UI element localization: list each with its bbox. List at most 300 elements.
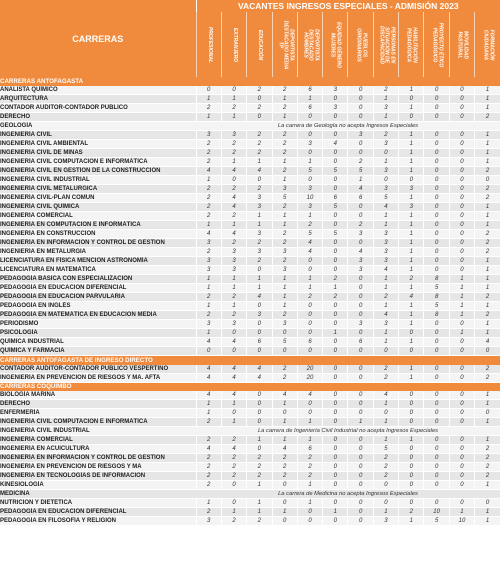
vacancy-cell: 0 bbox=[449, 266, 474, 275]
vacancy-cell: 1 bbox=[373, 275, 398, 284]
vacancy-cell: 0 bbox=[323, 391, 348, 400]
vacancy-cell: 0 bbox=[373, 409, 398, 418]
vacancy-cell: 6 bbox=[297, 104, 322, 113]
vacancy-cell: 2 bbox=[272, 203, 297, 212]
vacancy-cell: 5 bbox=[297, 230, 322, 239]
vacancy-cell: 1 bbox=[399, 436, 424, 445]
vacancy-cell: 2 bbox=[196, 158, 221, 167]
vacancy-cell: 0 bbox=[449, 409, 474, 418]
column-header-label: PERSONAS EN SITUACIÓN DE DISCAPACIDAD bbox=[378, 25, 396, 64]
vacancy-cell: 0 bbox=[247, 409, 272, 418]
vacancy-cell: 3 bbox=[399, 185, 424, 194]
vacancy-cell: 1 bbox=[272, 508, 297, 517]
vacancy-cell: 5 bbox=[297, 167, 322, 176]
vacancy-cell: 3 bbox=[373, 248, 398, 257]
vacancy-cell: 0 bbox=[399, 391, 424, 400]
vacancy-cell: 0 bbox=[323, 454, 348, 463]
table-row bbox=[0, 400, 500, 409]
table-row bbox=[0, 517, 500, 526]
vacancy-cell: 0 bbox=[424, 149, 449, 158]
vacancy-cell: 0 bbox=[247, 329, 272, 338]
vacancy-cell: 2 bbox=[373, 293, 398, 302]
no-special-admission-note: La carrera de Geología no acepta Ingresos Especiales bbox=[196, 122, 500, 131]
vacancy-cell: 3 bbox=[323, 104, 348, 113]
vacancy-cell: 0 bbox=[424, 472, 449, 481]
vacancy-cell: 0 bbox=[449, 373, 474, 382]
vacancy-cell: 1 bbox=[247, 436, 272, 445]
vacancy-cell: 2 bbox=[247, 149, 272, 158]
vacancy-cell: 1 bbox=[399, 302, 424, 311]
vacancy-cell: 2 bbox=[221, 140, 246, 149]
vacancy-cell: 1 bbox=[399, 311, 424, 320]
vacancy-cell: 2 bbox=[323, 275, 348, 284]
vacancy-cell: 0 bbox=[449, 140, 474, 149]
vacancy-cell: 0 bbox=[323, 338, 348, 347]
vacancy-cell: 0 bbox=[323, 436, 348, 445]
vacancy-cell: 0 bbox=[323, 221, 348, 230]
vacancy-cell: 5 bbox=[348, 167, 373, 176]
vacancy-cell: 4 bbox=[196, 391, 221, 400]
vacancy-cell: 0 bbox=[449, 338, 474, 347]
career-name: ENFERMERÍA bbox=[0, 409, 196, 418]
vacancy-cell: 0 bbox=[297, 149, 322, 158]
vacancy-cell: 2 bbox=[475, 454, 500, 463]
career-name: CONTADOR AUDITOR-CONTADOR PÚBLICO VESPERTINO bbox=[0, 365, 196, 374]
vacancy-cell: 1 bbox=[475, 266, 500, 275]
vacancy-cell: 1 bbox=[221, 95, 246, 104]
vacancy-cell: 1 bbox=[475, 131, 500, 140]
vacancy-cell: 4 bbox=[297, 239, 322, 248]
vacancy-cell: 2 bbox=[247, 86, 272, 95]
vacancy-cell: 2 bbox=[475, 311, 500, 320]
vacancy-cell: 2 bbox=[196, 481, 221, 490]
vacancy-cell: 0 bbox=[323, 400, 348, 409]
vacancy-cell: 2 bbox=[196, 463, 221, 472]
vacancy-cell: 1 bbox=[196, 221, 221, 230]
vacancy-cell: 1 bbox=[449, 311, 474, 320]
vacancy-cell: 3 bbox=[373, 257, 398, 266]
vacancy-cell: 1 bbox=[196, 499, 221, 508]
vacancy-cell: 0 bbox=[323, 95, 348, 104]
vacancy-cell: 2 bbox=[475, 194, 500, 203]
vacancy-cell: 0 bbox=[424, 499, 449, 508]
table-row bbox=[0, 203, 500, 212]
vacancy-cell: 1 bbox=[399, 158, 424, 167]
column-header bbox=[348, 12, 373, 77]
vacancy-cell: 1 bbox=[196, 113, 221, 122]
vacancy-cell: 0 bbox=[348, 104, 373, 113]
vacancy-cell: 0 bbox=[348, 113, 373, 122]
career-name: INGENIERÍA COMERCIAL bbox=[0, 436, 196, 445]
vacancy-cell: 0 bbox=[424, 248, 449, 257]
vacancy-cell: 0 bbox=[449, 436, 474, 445]
vacancy-cell: 1 bbox=[475, 203, 500, 212]
vacancy-cell: 0 bbox=[297, 320, 322, 329]
career-name: PEDAGOGÍA EN INGLÉS bbox=[0, 302, 196, 311]
vacancy-cell: 1 bbox=[196, 409, 221, 418]
vacancy-cell: 0 bbox=[348, 391, 373, 400]
vacancy-cell: 8 bbox=[424, 293, 449, 302]
vacancy-cell: 1 bbox=[272, 113, 297, 122]
column-header bbox=[373, 12, 398, 77]
vacancy-cell: 0 bbox=[297, 257, 322, 266]
vacancy-cell: 0 bbox=[297, 409, 322, 418]
vacancy-cell: 0 bbox=[297, 302, 322, 311]
table-row bbox=[0, 508, 500, 517]
vacancy-cell: 1 bbox=[247, 481, 272, 490]
vacancy-cell: 2 bbox=[196, 508, 221, 517]
vacancy-cell: 0 bbox=[297, 131, 322, 140]
vacancy-cell: 0 bbox=[323, 481, 348, 490]
vacancy-cell: 2 bbox=[221, 517, 246, 526]
vacancy-cell: 4 bbox=[323, 140, 348, 149]
vacancy-cell: 1 bbox=[373, 329, 398, 338]
career-name: INGENIERÍA EN PREVENCIÓN DE RIESGOS Y MA bbox=[0, 463, 196, 472]
vacancy-cell: 1 bbox=[373, 400, 398, 409]
vacancy-cell: 4 bbox=[247, 167, 272, 176]
table-row bbox=[0, 436, 500, 445]
column-header-label: PROYECTO ÉTICO PEDAGÓGICO bbox=[431, 22, 444, 67]
vacancy-cell: 0 bbox=[221, 499, 246, 508]
vacancy-cell: 0 bbox=[323, 517, 348, 526]
section-title: CARRERAS ANTOFAGASTA bbox=[0, 77, 500, 86]
vacancy-cell: 1 bbox=[196, 275, 221, 284]
vacancy-cell: 0 bbox=[424, 320, 449, 329]
vacancy-cell: 1 bbox=[399, 239, 424, 248]
column-header-label: FORMACIÓN CIUDADANA bbox=[482, 29, 495, 60]
vacancy-cell: 5 bbox=[323, 203, 348, 212]
vacancy-cell: 2 bbox=[247, 472, 272, 481]
vacancy-cell: 20 bbox=[297, 365, 322, 374]
vacancy-cell: 1 bbox=[475, 391, 500, 400]
vacancy-cell: 1 bbox=[272, 95, 297, 104]
vacancy-cell: 0 bbox=[449, 320, 474, 329]
vacancy-cell: 1 bbox=[272, 212, 297, 221]
vacancy-cell: 2 bbox=[221, 293, 246, 302]
vacancy-cell: 0 bbox=[399, 499, 424, 508]
vacancy-cell: 1 bbox=[272, 302, 297, 311]
vacancy-cell: 0 bbox=[424, 481, 449, 490]
vacancy-cell: 0 bbox=[297, 517, 322, 526]
vacancy-cell: 0 bbox=[449, 239, 474, 248]
vacancy-cell: 0 bbox=[449, 347, 474, 356]
vacancy-cell: 1 bbox=[221, 158, 246, 167]
vacancy-cell: 1 bbox=[399, 373, 424, 382]
vacancy-cell: 1 bbox=[323, 508, 348, 517]
vacancy-cell: 2 bbox=[475, 445, 500, 454]
vacancy-cell: 2 bbox=[373, 86, 398, 95]
vacancy-cell: 2 bbox=[475, 463, 500, 472]
vacancy-cell: 0 bbox=[221, 347, 246, 356]
vacancy-cell: 1 bbox=[449, 275, 474, 284]
vacancy-cell: 0 bbox=[424, 338, 449, 347]
column-header-label: EQUIDAD GÉNERO MUJERES bbox=[330, 21, 342, 68]
column-header bbox=[399, 12, 424, 77]
career-name: INGENIERÍA EN INFORMACIÓN Y CONTROL DE GESTIÓN bbox=[0, 454, 196, 463]
table-row bbox=[0, 221, 500, 230]
vacancy-cell: 1 bbox=[272, 221, 297, 230]
vacancy-cell: 0 bbox=[424, 95, 449, 104]
vacancy-cell: 2 bbox=[196, 248, 221, 257]
vacancy-cell: 3 bbox=[272, 266, 297, 275]
vacancy-cell: 1 bbox=[272, 176, 297, 185]
vacancy-cell: 0 bbox=[449, 418, 474, 427]
vacancy-cell: 0 bbox=[449, 167, 474, 176]
vacancy-cell: 1 bbox=[221, 302, 246, 311]
table-row bbox=[0, 409, 500, 418]
vacancy-cell: 10 bbox=[449, 517, 474, 526]
vacancy-cell: 3 bbox=[196, 257, 221, 266]
no-special-admission-note: La carrera de Medicina no acepta Ingresos Especiales bbox=[196, 490, 500, 499]
vacancy-cell: 3 bbox=[348, 131, 373, 140]
vacancy-cell: 3 bbox=[297, 140, 322, 149]
vacancy-cell: 0 bbox=[449, 257, 474, 266]
vacancy-cell: 0 bbox=[323, 257, 348, 266]
vacancy-cell: 0 bbox=[323, 463, 348, 472]
vacancy-cell: 1 bbox=[373, 302, 398, 311]
vacancy-cell: 0 bbox=[323, 311, 348, 320]
vacancy-cell: 1 bbox=[373, 338, 398, 347]
vacancy-cell: 0 bbox=[247, 418, 272, 427]
vacancy-cell: 0 bbox=[247, 347, 272, 356]
career-name: ANALISTA QUÍMICO bbox=[0, 86, 196, 95]
vacancy-cell: 0 bbox=[424, 167, 449, 176]
section-header-row bbox=[0, 382, 500, 391]
vacancy-cell: 2 bbox=[348, 221, 373, 230]
vacancy-cell: 0 bbox=[449, 158, 474, 167]
vacancy-cell: 2 bbox=[272, 167, 297, 176]
vacancy-cell: 0 bbox=[424, 194, 449, 203]
vacancy-cell: 0 bbox=[449, 176, 474, 185]
vacancy-cell: 0 bbox=[348, 365, 373, 374]
vacancy-cell: 0 bbox=[348, 203, 373, 212]
vacancy-cell: 0 bbox=[449, 185, 474, 194]
vacancy-cell: 2 bbox=[221, 212, 246, 221]
vacancy-cell: 2 bbox=[196, 185, 221, 194]
column-header bbox=[424, 12, 449, 77]
vacancy-cell: 0 bbox=[449, 454, 474, 463]
vacancy-cell: 4 bbox=[247, 373, 272, 382]
vacancy-cell: 4 bbox=[221, 373, 246, 382]
vacancy-cell: 0 bbox=[323, 131, 348, 140]
table-row bbox=[0, 266, 500, 275]
vacancy-cell: 2 bbox=[196, 212, 221, 221]
vacancy-cell: 2 bbox=[221, 239, 246, 248]
vacancy-cell: 0 bbox=[323, 472, 348, 481]
column-header-label: PUEBLOS ORIGINARIOS bbox=[355, 27, 368, 62]
vacancy-cell: 0 bbox=[247, 320, 272, 329]
vacancy-cell: 2 bbox=[272, 472, 297, 481]
vacancy-cell: 3 bbox=[221, 320, 246, 329]
vacancy-cell: 2 bbox=[475, 365, 500, 374]
vacancy-cell: 0 bbox=[373, 499, 398, 508]
vacancy-cell: 4 bbox=[373, 391, 398, 400]
vacancy-cell: 2 bbox=[348, 158, 373, 167]
column-header-label: DEPORTISTA DESTACADO MEDIA TP bbox=[276, 20, 294, 69]
vacancy-cell: 0 bbox=[424, 230, 449, 239]
vacancy-cell: 0 bbox=[424, 131, 449, 140]
vacancy-cell: 2 bbox=[196, 311, 221, 320]
vacancy-cell: 0 bbox=[424, 176, 449, 185]
vacancy-cell: 0 bbox=[323, 320, 348, 329]
vacancy-cell: 4 bbox=[373, 203, 398, 212]
vacancy-cell: 0 bbox=[348, 311, 373, 320]
vacancy-cell: 0 bbox=[424, 365, 449, 374]
vacancy-cell: 1 bbox=[475, 149, 500, 158]
vacancy-cell: 0 bbox=[424, 212, 449, 221]
career-name: GEOLOGÍA bbox=[0, 122, 196, 131]
vacancy-cell: 3 bbox=[399, 203, 424, 212]
vacancy-cell: 5 bbox=[373, 445, 398, 454]
vacancy-cell: 5 bbox=[272, 338, 297, 347]
vacancy-cell: 1 bbox=[475, 517, 500, 526]
vacancy-cell: 0 bbox=[348, 481, 373, 490]
vacancy-cell: 1 bbox=[475, 508, 500, 517]
vacancy-cell: 1 bbox=[272, 400, 297, 409]
vacancy-cell: 0 bbox=[348, 347, 373, 356]
vacancy-cell: 3 bbox=[373, 517, 398, 526]
vacancy-cell: 4 bbox=[221, 194, 246, 203]
vacancy-cell: 2 bbox=[373, 472, 398, 481]
vacancy-cell: 3 bbox=[272, 320, 297, 329]
vacancy-cell: 0 bbox=[399, 113, 424, 122]
table-row bbox=[0, 490, 500, 499]
table-row bbox=[0, 140, 500, 149]
vacancy-cell: 0 bbox=[424, 445, 449, 454]
career-name: ARQUITECTURA bbox=[0, 95, 196, 104]
table-row bbox=[0, 185, 500, 194]
vacancy-cell: 0 bbox=[323, 248, 348, 257]
table-row bbox=[0, 257, 500, 266]
vacancy-cell: 0 bbox=[399, 95, 424, 104]
vacancy-cell: 8 bbox=[424, 275, 449, 284]
vacancy-cell: 0 bbox=[373, 176, 398, 185]
vacancy-cell: 0 bbox=[323, 266, 348, 275]
column-header-label: EDUCACIÓN bbox=[257, 29, 264, 60]
vacancy-cell: 1 bbox=[449, 293, 474, 302]
column-header bbox=[323, 12, 348, 77]
vacancy-cell: 4 bbox=[221, 230, 246, 239]
career-name: INGENIERÍA CIVIL INDUSTRIAL bbox=[0, 176, 196, 185]
vacancy-cell: 0 bbox=[424, 266, 449, 275]
vacancy-cell: 5 bbox=[424, 517, 449, 526]
vacancy-cell: 0 bbox=[323, 365, 348, 374]
vacancy-cell: 2 bbox=[323, 293, 348, 302]
vacancy-cell: 0 bbox=[424, 391, 449, 400]
table-row bbox=[0, 194, 500, 203]
vacancy-cell: 0 bbox=[348, 86, 373, 95]
vacancy-cell: 6 bbox=[348, 194, 373, 203]
vacancy-cell: 1 bbox=[449, 329, 474, 338]
career-name: INGENIERÍA EN COMPUTACIÓN E INFORMÁTICA bbox=[0, 221, 196, 230]
vacancy-cell: 1 bbox=[221, 275, 246, 284]
table-row bbox=[0, 104, 500, 113]
career-name: INGENIERÍA EN INFORMACIÓN Y CONTROL DE GESTIÓN bbox=[0, 239, 196, 248]
vacancy-cell: 4 bbox=[221, 203, 246, 212]
vacancy-cell: 2 bbox=[272, 140, 297, 149]
vacancy-cell: 0 bbox=[323, 185, 348, 194]
table-row bbox=[0, 499, 500, 508]
vacancy-cell: 1 bbox=[475, 418, 500, 427]
vacancy-cell: 1 bbox=[297, 158, 322, 167]
column-header bbox=[247, 12, 272, 77]
vacancy-cell: 0 bbox=[297, 347, 322, 356]
vacancy-cell: 4 bbox=[373, 266, 398, 275]
career-name: PEDAGOGÍA EN EDUCACIÓN DIFERENCIAL bbox=[0, 284, 196, 293]
vacancy-cell: 0 bbox=[424, 463, 449, 472]
vacancy-cell: 2 bbox=[221, 436, 246, 445]
vacancy-cell: 0 bbox=[196, 347, 221, 356]
table-row bbox=[0, 275, 500, 284]
vacancy-cell: 1 bbox=[272, 436, 297, 445]
vacancy-cell: 6 bbox=[297, 338, 322, 347]
table-row bbox=[0, 95, 500, 104]
vacancy-cell: 4 bbox=[221, 365, 246, 374]
vacancy-cell: 5 bbox=[323, 230, 348, 239]
vacancy-cell: 1 bbox=[399, 167, 424, 176]
column-header-label: MOVILIDAD PASTORAL bbox=[456, 30, 469, 59]
vacancy-cell: 1 bbox=[399, 131, 424, 140]
vacancy-cell: 0 bbox=[348, 284, 373, 293]
vacancy-cell: 0 bbox=[449, 95, 474, 104]
vacancy-cell: 0 bbox=[424, 400, 449, 409]
vacancy-cell: 2 bbox=[475, 472, 500, 481]
vacancy-cell: 0 bbox=[323, 445, 348, 454]
vacancy-cell: 0 bbox=[424, 418, 449, 427]
vacancy-cell: 0 bbox=[348, 302, 373, 311]
vacancy-cell: 0 bbox=[449, 481, 474, 490]
table-row bbox=[0, 158, 500, 167]
table-row bbox=[0, 248, 500, 257]
table-row bbox=[0, 445, 500, 454]
table-row bbox=[0, 230, 500, 239]
vacancy-cell: 2 bbox=[297, 472, 322, 481]
vacancy-cell: 2 bbox=[247, 463, 272, 472]
table-row bbox=[0, 329, 500, 338]
career-name: INGENIERÍA EN METALURGIA bbox=[0, 248, 196, 257]
career-name: NUTRICIÓN Y DIETÉTICA bbox=[0, 499, 196, 508]
vacancy-cell: 2 bbox=[221, 104, 246, 113]
carreras-header: CARRERAS bbox=[0, 0, 196, 77]
vacancy-cell: 1 bbox=[475, 400, 500, 409]
vacancy-cell: 2 bbox=[297, 463, 322, 472]
vacancy-cell: 2 bbox=[196, 472, 221, 481]
vacancy-cell: 4 bbox=[196, 167, 221, 176]
career-name: INGENIERÍA EN ACUICULTURA bbox=[0, 445, 196, 454]
vacancy-cell: 0 bbox=[272, 517, 297, 526]
vacancy-cell: 1 bbox=[475, 86, 500, 95]
vacancy-cell: 4 bbox=[399, 293, 424, 302]
table-title: VACANTES INGRESOS ESPECIALES - ADMISIÓN 2023 bbox=[196, 0, 500, 12]
vacancy-cell: 2 bbox=[221, 463, 246, 472]
vacancy-cell: 1 bbox=[399, 212, 424, 221]
column-header-label: PROFESIONAL bbox=[206, 26, 213, 63]
vacancy-cell: 0 bbox=[323, 149, 348, 158]
vacancy-cell: 1 bbox=[272, 293, 297, 302]
vacancy-cell: 3 bbox=[196, 239, 221, 248]
table-row bbox=[0, 176, 500, 185]
vacancy-cell: 3 bbox=[348, 230, 373, 239]
vacancy-cell: 3 bbox=[373, 230, 398, 239]
vacancy-cell: 4 bbox=[272, 391, 297, 400]
vacancy-cell: 1 bbox=[475, 320, 500, 329]
vacancy-cell: 1 bbox=[297, 212, 322, 221]
vacancy-cell: 0 bbox=[348, 454, 373, 463]
vacancy-cell: 1 bbox=[373, 113, 398, 122]
vacancy-cell: 0 bbox=[449, 113, 474, 122]
vacancy-cell: 6 bbox=[247, 338, 272, 347]
vacancy-cell: 3 bbox=[247, 203, 272, 212]
